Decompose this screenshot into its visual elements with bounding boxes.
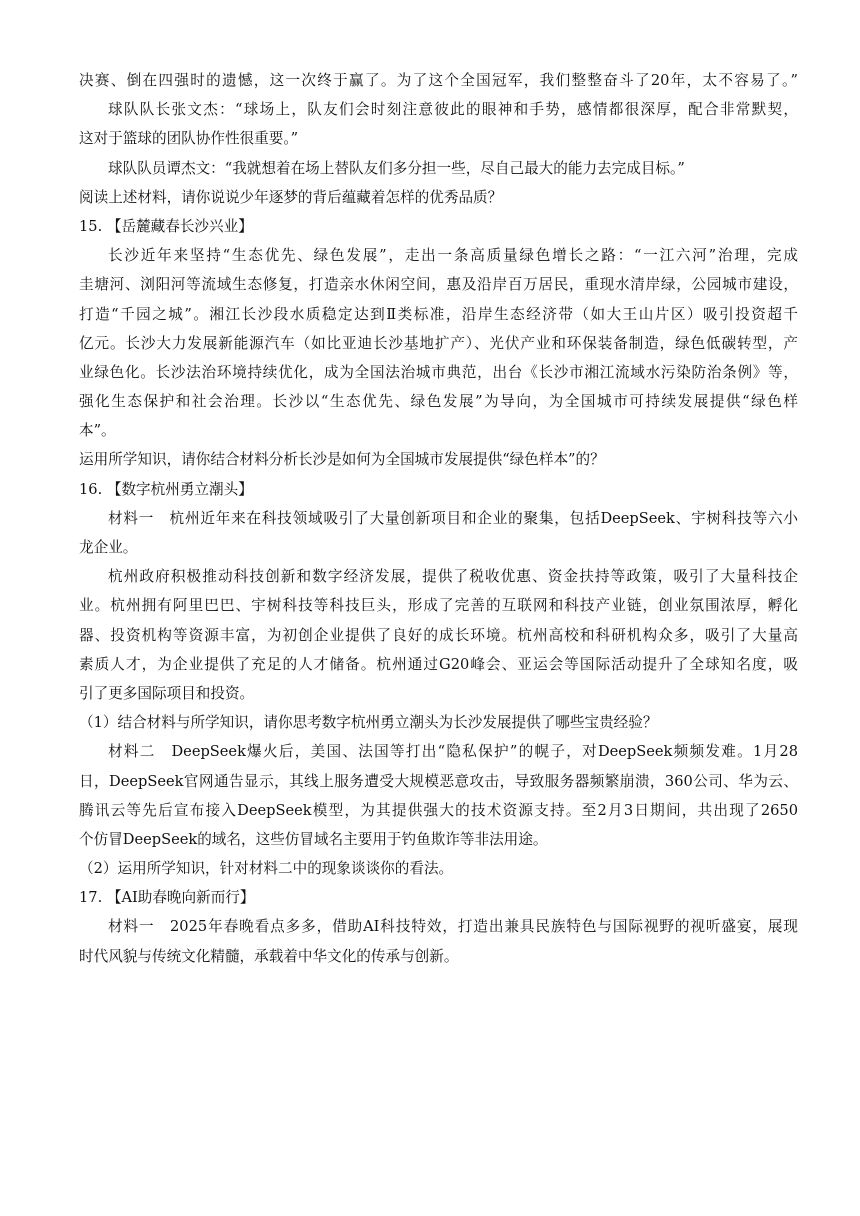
text-line: 17. 【AI助春晚向新而行】 — [79, 889, 255, 907]
text-line: 决赛、倒在四强时的遗憾，这一次终于赢了。为了这个全国冠军，我们整整奋斗了20年，太不容易了。” — [79, 72, 798, 89]
text-line: 材料二 DeepSeek爆火后，美国、法国等打出“隐私保护”的幌子，对DeepSeek频频发难。1月28 — [108, 743, 798, 761]
text-line: 圭塘河、浏阳河等流域生态修复，打造亲水休闲空间，惠及沿岸百万居民，重现水清岸绿，公园城市建设， — [79, 276, 798, 294]
text-line: 龙企业。 — [79, 539, 138, 556]
document-body — [79, 66, 798, 971]
text-line: 本”。 — [79, 422, 116, 440]
text-line: 这对于篮球的团队协作性很重要。” — [79, 130, 299, 148]
text-line: 材料一 杭州近年来在科技领域吸引了大量创新项目和企业的聚集，包括DeepSeek、宇树科技等六小 — [108, 509, 798, 527]
text-line: 16. 【数字杭州勇立潮头】 — [79, 480, 253, 498]
text-line: 引了更多国际项目和投资。 — [79, 684, 255, 702]
text-line: 运用所学知识，请你结合材料分析长沙是如何为全国城市发展提供“绿色样本”的？ — [79, 451, 605, 469]
text-line: 长沙近年来坚持“生态优先、绿色发展”，走出一条高质量绿色增长之路：“一江六河”治理，完成 — [108, 247, 798, 265]
text-line: 材料一 2025年春晚看点多多，借助AI科技特效，打造出兼具民族特色与国际视野的视听盛宴，展现 — [108, 918, 798, 936]
text-line: 球队队长张文杰：“球场上，队友们会时刻注意彼此的眼神和手势，感情都很深厚，配合非常默契， — [108, 101, 798, 119]
text-line: 亿元。长沙大力发展新能源汽车（如比亚迪长沙基地扩产）、光伏产业和环保装备制造，绿色低碳转型，产 — [79, 334, 798, 352]
text-line: 杭州政府积极推动科技创新和数字经济发展，提供了税收优惠、资金扶持等政策，吸引了大量科技企 — [108, 568, 798, 586]
text-line: 球队队员谭杰文：“我就想着在场上替队友们多分担一些，尽自己最大的能力去完成目标。” — [108, 159, 685, 177]
text-line: 器、投资机构等资源丰富，为初创企业提供了良好的成长环境。杭州高校和科研机构众多，吸引了大量高 — [79, 626, 798, 644]
text-line: （2）运用所学知识，针对材料二中的现象谈谈你的看法。 — [79, 860, 454, 878]
text-line: 日，DeepSeek官网通告显示，其线上服务遭受大规模恶意攻击，导致服务器频繁崩溃，360公司、华为云、 — [79, 772, 798, 790]
text-line: 素质人才，为企业提供了充足的人才储备。杭州通过G20峰会、亚运会等国际活动提升了全球知名度，吸 — [79, 655, 798, 673]
text-line: 强化生态保护和社会治理。长沙以“生态优先、绿色发展”为导向，为全国城市可持续发展提供“绿色样 — [79, 393, 798, 411]
text-line: 阅读上述材料，请你说说少年逐梦的背后蕴藏着怎样的优秀品质？ — [79, 188, 503, 206]
text-line: 时代风貌与传统文化精髓，承载着中华文化的传承与创新。 — [79, 947, 459, 965]
text-line: 腾讯云等先后宣布接入DeepSeek模型，为其提供强大的技术资源支持。至2月3日期间，共出现了2650 — [79, 801, 798, 819]
text-line: 打造“千园之城”。湘江长沙段水质稳定达到Ⅱ类标准，沿岸生态经济带（如大王山片区）吸引投资超千 — [79, 305, 798, 323]
text-line: 个仿冒DeepSeek的域名，这些仿冒域名主要用于钓鱼欺诈等非法用途。 — [79, 830, 548, 848]
text-line: 业。杭州拥有阿里巴巴、宇树科技等科技巨头，形成了完善的互联网和科技产业链，创业氛围浓厚，孵化 — [79, 597, 798, 615]
text-line: （1）结合材料与所学知识，请你思考数字杭州勇立潮头为长沙发展提供了哪些宝贵经验？ — [79, 714, 658, 732]
text-line: 业绿色化。长沙法治环境持续优化，成为全国法治城市典范，出台《长沙市湘江流域水污染防治条例》等， — [79, 363, 798, 381]
text-line: 15. 【岳麓藏春长沙兴业】 — [79, 217, 253, 235]
